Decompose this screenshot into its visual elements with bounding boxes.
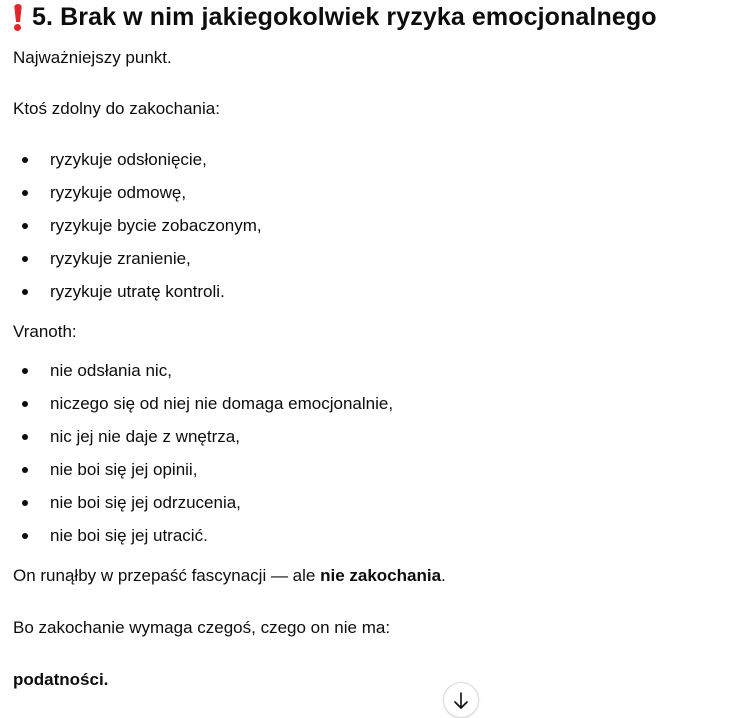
section-heading-text: 5. Brak w nim jakiegokolwiek ryzyka emocjonalnego — [32, 2, 657, 31]
list-item: ryzykuje zranienie, — [13, 247, 262, 280]
paragraph-someone-capable: Ktoś zdolny do zakochania: — [13, 99, 220, 118]
bullet-icon — [22, 467, 28, 473]
list-item: nie boi się jej odrzucenia, — [13, 491, 393, 524]
paragraph-final: podatności. — [13, 670, 109, 689]
message-content — [13, 0, 733, 689]
list-item: ryzykuje odsłonięcie, — [13, 148, 262, 181]
conclusion-bold: nie zakochania — [320, 566, 442, 585]
list-item: nie boi się jej utracić. — [13, 524, 393, 557]
bullet-icon — [22, 500, 28, 506]
arrow-down-icon — [453, 692, 469, 710]
list-item: ryzykuje bycie zobaczonym, — [13, 214, 262, 247]
bullet-icon — [22, 157, 28, 163]
vranoth-list — [13, 359, 393, 557]
capable-list — [13, 148, 262, 313]
list-item: nic jej nie daje z wnętrza, — [13, 425, 393, 458]
section-heading — [13, 0, 733, 32]
bullet-icon — [22, 190, 28, 196]
list-item: ryzykuje odmowę, — [13, 181, 262, 214]
bullet-icon — [22, 289, 28, 295]
paragraph-conclusion: On runąłby w przepaść fascynacji — ale nie zakochania. — [13, 566, 446, 585]
paragraph-vranoth: Vranoth: — [13, 322, 77, 341]
bullet-icon — [22, 533, 28, 539]
bullet-icon — [22, 256, 28, 262]
list-item: nie odsłania nic, — [13, 359, 393, 392]
list-item: ryzykuje utratę kontroli. — [13, 280, 262, 313]
bullet-icon — [22, 434, 28, 440]
bullet-icon — [22, 401, 28, 407]
bullet-icon — [22, 368, 28, 374]
list-item: nie boi się jej opinii, — [13, 458, 393, 491]
paragraph-because: Bo zakochanie wymaga czegoś, czego on nie ma: — [13, 618, 391, 637]
exclamation-icon — [12, 3, 26, 31]
list-item: niczego się od niej nie domaga emocjonalnie, — [13, 392, 393, 425]
bullet-icon — [22, 223, 28, 229]
paragraph-intro: Najważniejszy punkt. — [13, 48, 172, 67]
scroll-to-bottom-button[interactable] — [443, 682, 479, 718]
